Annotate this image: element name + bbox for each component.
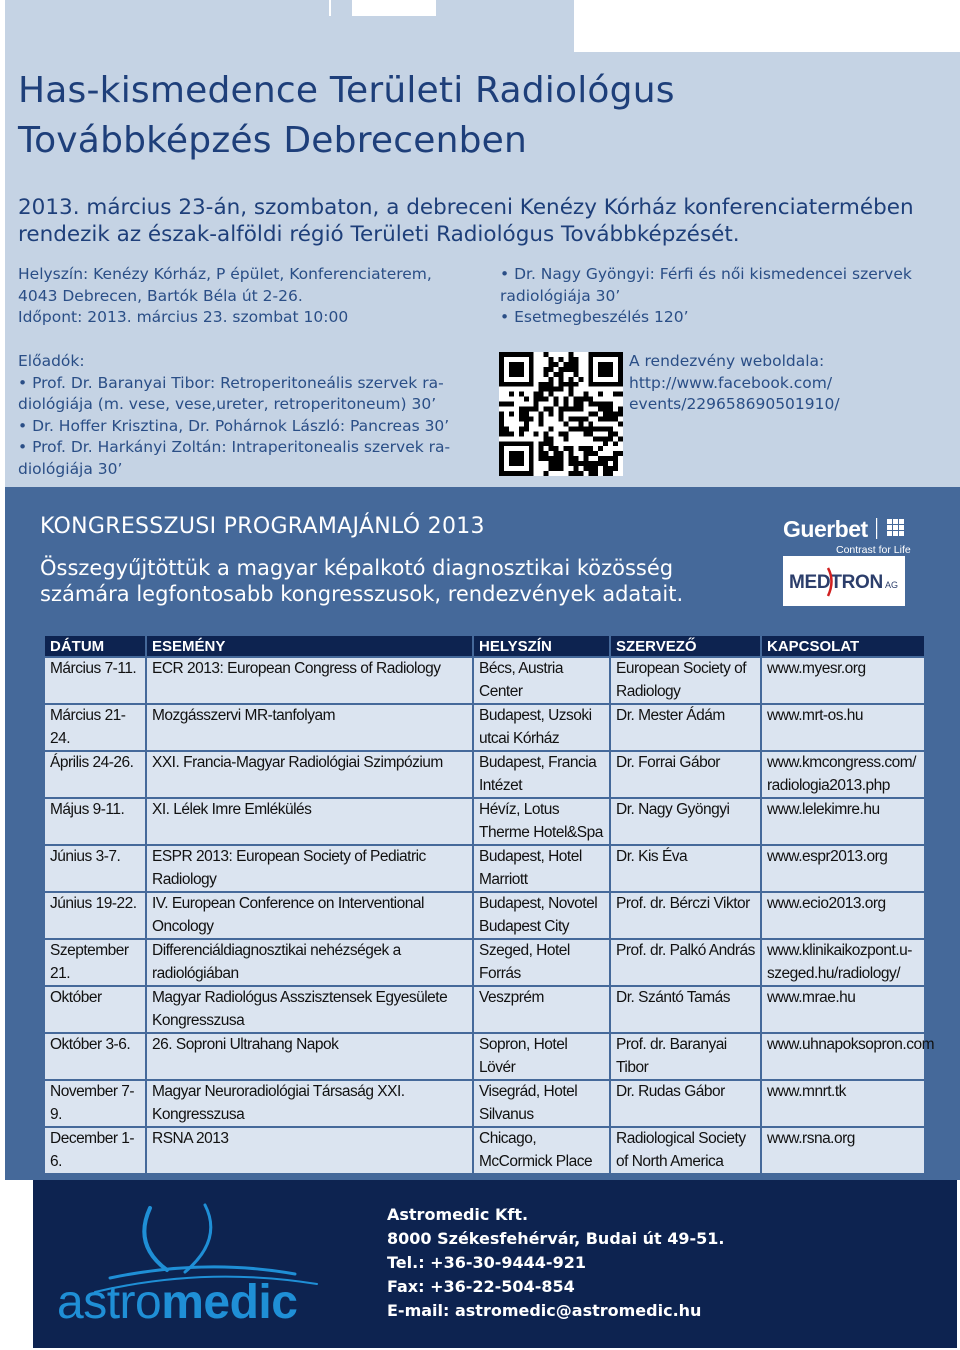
cell-organizer: Dr. Forrai Gábor bbox=[611, 752, 760, 797]
table-row bbox=[45, 987, 924, 1032]
cell-contact-link[interactable]: www.kmcongress.com/ radiologia2013.php bbox=[762, 752, 924, 797]
cell-location: Sopron, Hotel Lövér bbox=[474, 1034, 609, 1079]
cell-organizer: European Society of Radiology bbox=[611, 658, 760, 703]
title-line: Has-kismedence Területi Radiológus bbox=[18, 70, 675, 111]
cell-organizer: Dr. Mester Ádám bbox=[611, 705, 760, 750]
cell-organizer: Dr. Szántó Tamás bbox=[611, 987, 760, 1032]
fax-number: Fax: +36-22-504-854 bbox=[387, 1277, 575, 1296]
cell-date: Június 19-22. bbox=[45, 893, 145, 938]
congress-subtitle-line: Összegyűjtöttük a magyar képalkotó diagnosztikai közösség bbox=[40, 556, 674, 580]
cell-event: ECR 2013: European Congress of Radiology bbox=[147, 658, 472, 703]
program-line: • Dr. Nagy Gyöngyi: Férfi és női kismedencei szervek bbox=[500, 265, 912, 283]
cell-date: Június 3-7. bbox=[45, 846, 145, 891]
table-row bbox=[45, 846, 924, 891]
cell-event: 26. Soproni Ultrahang Napok bbox=[147, 1034, 472, 1079]
cell-contact-link[interactable]: www.espr2013.org bbox=[762, 846, 924, 891]
cell-date: Október bbox=[45, 987, 145, 1032]
contact-address bbox=[387, 1203, 724, 1323]
speakers-line: diológiája (m. vese, vese,ureter, retroperitoneum) 30’ bbox=[18, 395, 437, 413]
cell-date: Szeptember 21. bbox=[45, 940, 145, 985]
cell-contact-link[interactable]: www.mrt-os.hu bbox=[762, 705, 924, 750]
congress-heading: KONGRESSZUSI PROGRAMAJÁNLÓ 2013 bbox=[40, 514, 485, 539]
column-header-location: HELYSZÍN bbox=[474, 636, 609, 656]
speakers-line: • Prof. Dr. Baranyai Tibor: Retroperitoneális szervek ra- bbox=[18, 373, 444, 392]
table-row bbox=[45, 1081, 924, 1126]
table-row bbox=[45, 1034, 924, 1079]
qr-code-icon[interactable] bbox=[499, 352, 623, 476]
cell-contact-link[interactable]: www.klinikaikozpont.u-szeged.hu/radiology/ bbox=[762, 940, 924, 985]
cell-organizer: Dr. Nagy Gyöngyi bbox=[611, 799, 760, 844]
logo-text-medic: medic bbox=[161, 1276, 298, 1329]
cell-event: ESPR 2013: European Society of Pediatric Radiology bbox=[147, 846, 472, 891]
cell-contact-link[interactable]: www.mnrt.tk bbox=[762, 1081, 924, 1126]
column-header-contact: KAPCSOLAT bbox=[762, 636, 924, 656]
website-link[interactable]: events/229658690501910/ bbox=[629, 395, 840, 413]
speakers-line: Előadók: bbox=[18, 352, 85, 370]
cell-contact-link[interactable]: www.myesr.org bbox=[762, 658, 924, 703]
top-notch bbox=[574, 0, 960, 52]
cell-location: Budapest, Hotel Marriott bbox=[474, 846, 609, 891]
column-header-event: ESEMÉNY bbox=[147, 636, 472, 656]
intro-text bbox=[18, 194, 948, 248]
cell-organizer: Dr. Rudas Gábor bbox=[611, 1081, 760, 1126]
cell-location: Bécs, Austria Center bbox=[474, 658, 609, 703]
cell-location: Hévíz, Lotus Therme Hotel&Spa bbox=[474, 799, 609, 844]
website-link[interactable]: http://www.facebook.com/ bbox=[629, 373, 833, 392]
cell-contact-link[interactable]: www.ecio2013.org bbox=[762, 893, 924, 938]
cell-event: XXI. Francia-Magyar Radiológiai Szimpózium bbox=[147, 752, 472, 797]
table-row bbox=[45, 799, 924, 844]
speakers-line: diológiája 30’ bbox=[18, 459, 123, 478]
cell-event: RSNA 2013 bbox=[147, 1128, 472, 1173]
cell-event: XI. Lélek Imre Emlékülés bbox=[147, 799, 472, 844]
table-header-row bbox=[45, 636, 924, 656]
program-line: radiológiája 30’ bbox=[500, 286, 621, 305]
page-title bbox=[18, 66, 675, 166]
company-name: Astromedic Kft. bbox=[387, 1205, 529, 1224]
cell-event: Magyar Radiológus Asszisztensek Egyesülete Kongresszusa bbox=[147, 987, 472, 1032]
street-address: 8000 Székesfehérvár, Budai út 49-51. bbox=[387, 1229, 725, 1248]
cell-location: Budapest, Novotel Budapest City bbox=[474, 893, 609, 938]
cell-date: Április 24-26. bbox=[45, 752, 145, 797]
cell-date: November 7-9. bbox=[45, 1081, 145, 1126]
guerbet-logo bbox=[783, 515, 923, 560]
congress-subtitle bbox=[40, 555, 760, 607]
cell-contact-link[interactable]: www.mrae.hu bbox=[762, 987, 924, 1032]
medtron-logo bbox=[783, 556, 905, 606]
program-line: • Esetmegbeszélés 120’ bbox=[500, 308, 689, 326]
cell-contact-link[interactable]: www.uhnapoksopron.com bbox=[762, 1034, 924, 1079]
cell-date: Március 21-24. bbox=[45, 705, 145, 750]
cell-contact-link[interactable]: www.lelekimre.hu bbox=[762, 799, 924, 844]
email-address[interactable]: E-mail: astromedic@astromedic.hu bbox=[387, 1301, 702, 1320]
cell-organizer: Radiological Society of North America bbox=[611, 1128, 760, 1173]
table-row bbox=[45, 893, 924, 938]
cell-event: Magyar Neuroradiológiai Társaság XXI. Kongresszusa bbox=[147, 1081, 472, 1126]
cell-event: Mozgásszervi MR-tanfolyam bbox=[147, 705, 472, 750]
astromedic-logo bbox=[55, 1200, 360, 1330]
venue-info bbox=[18, 264, 488, 329]
intro-line: 2013. március 23-án, szombaton, a debreceni Kenézy Kórház konferenciatermében bbox=[18, 195, 914, 220]
guerbet-tagline: Contrast for Life bbox=[836, 544, 911, 556]
svg-text:astromedic bbox=[57, 1276, 297, 1329]
cell-location: Visegrád, Hotel Silvanus bbox=[474, 1081, 609, 1126]
cell-organizer: Prof. dr. Bérczi Viktor bbox=[611, 893, 760, 938]
logo-text-astro: astro bbox=[57, 1276, 162, 1329]
cell-event: Differenciáldiagnosztikai nehézségek a radiológiában bbox=[147, 940, 472, 985]
website-label: A rendezvény weboldala: bbox=[629, 352, 825, 370]
cell-contact-link[interactable]: www.rsna.org bbox=[762, 1128, 924, 1173]
phone-number[interactable]: Tel.: +36-30-9444-921 bbox=[387, 1253, 586, 1272]
cell-event: IV. European Conference on Interventional Oncology bbox=[147, 893, 472, 938]
speakers-line: • Dr. Hoffer Krisztina, Dr. Pohárnok László: Pancreas 30’ bbox=[18, 416, 450, 435]
cell-organizer: Prof. dr. Baranyai Tibor bbox=[611, 1034, 760, 1079]
cell-location: Veszprém bbox=[474, 987, 609, 1032]
congress-table bbox=[43, 634, 934, 1175]
top-tick bbox=[352, 0, 436, 16]
table-row bbox=[45, 658, 924, 703]
column-header-organizer: SZERVEZŐ bbox=[611, 636, 760, 656]
congress-subtitle-line: számára legfontosabb kongresszusok, rendezvények adatait. bbox=[40, 582, 684, 606]
cell-date: Május 9-11. bbox=[45, 799, 145, 844]
program-list bbox=[500, 264, 950, 329]
column-header-date: DÁTUM bbox=[45, 636, 145, 656]
table-row bbox=[45, 705, 924, 750]
venue-line: 4043 Debrecen, Bartók Béla út 2-26. bbox=[18, 286, 303, 305]
events-table bbox=[43, 634, 934, 1175]
cell-location: Chicago, McCormick Place bbox=[474, 1128, 609, 1173]
cell-organizer: Prof. dr. Palkó András bbox=[611, 940, 760, 985]
venue-line: Helyszín: Kenézy Kórház, P épület, Konferenciaterem, bbox=[18, 265, 432, 283]
table-row bbox=[45, 940, 924, 985]
title-line: Továbbképzés Debrecenben bbox=[18, 120, 528, 161]
table-row bbox=[45, 752, 924, 797]
cell-date: December 1-6. bbox=[45, 1128, 145, 1173]
cell-location: Budapest, Francia Intézet bbox=[474, 752, 609, 797]
guerbet-name: Guerbet bbox=[783, 516, 868, 542]
cell-location: Szeged, Hotel Forrás bbox=[474, 940, 609, 985]
cell-date: Március 7-11. bbox=[45, 658, 145, 703]
cell-date: Október 3-6. bbox=[45, 1034, 145, 1079]
medtron-suffix: AG bbox=[885, 580, 899, 590]
cell-organizer: Dr. Kis Éva bbox=[611, 846, 760, 891]
cell-location: Budapest, Uzsoki utcai Kórház bbox=[474, 705, 609, 750]
website-info bbox=[629, 351, 949, 416]
intro-line: rendezik az észak-alföldi régió Területi Radiológus Továbbképzését. bbox=[18, 222, 740, 247]
top-tick bbox=[329, 0, 331, 16]
table-row bbox=[45, 1128, 924, 1173]
speakers-list bbox=[18, 351, 458, 480]
venue-line: Időpont: 2013. március 23. szombat 10:00 bbox=[18, 308, 349, 326]
medtron-name: MEDTRON bbox=[789, 572, 883, 593]
speakers-line: • Prof. Dr. Harkányi Zoltán: Intraperitonealis szervek ra- bbox=[18, 438, 451, 456]
